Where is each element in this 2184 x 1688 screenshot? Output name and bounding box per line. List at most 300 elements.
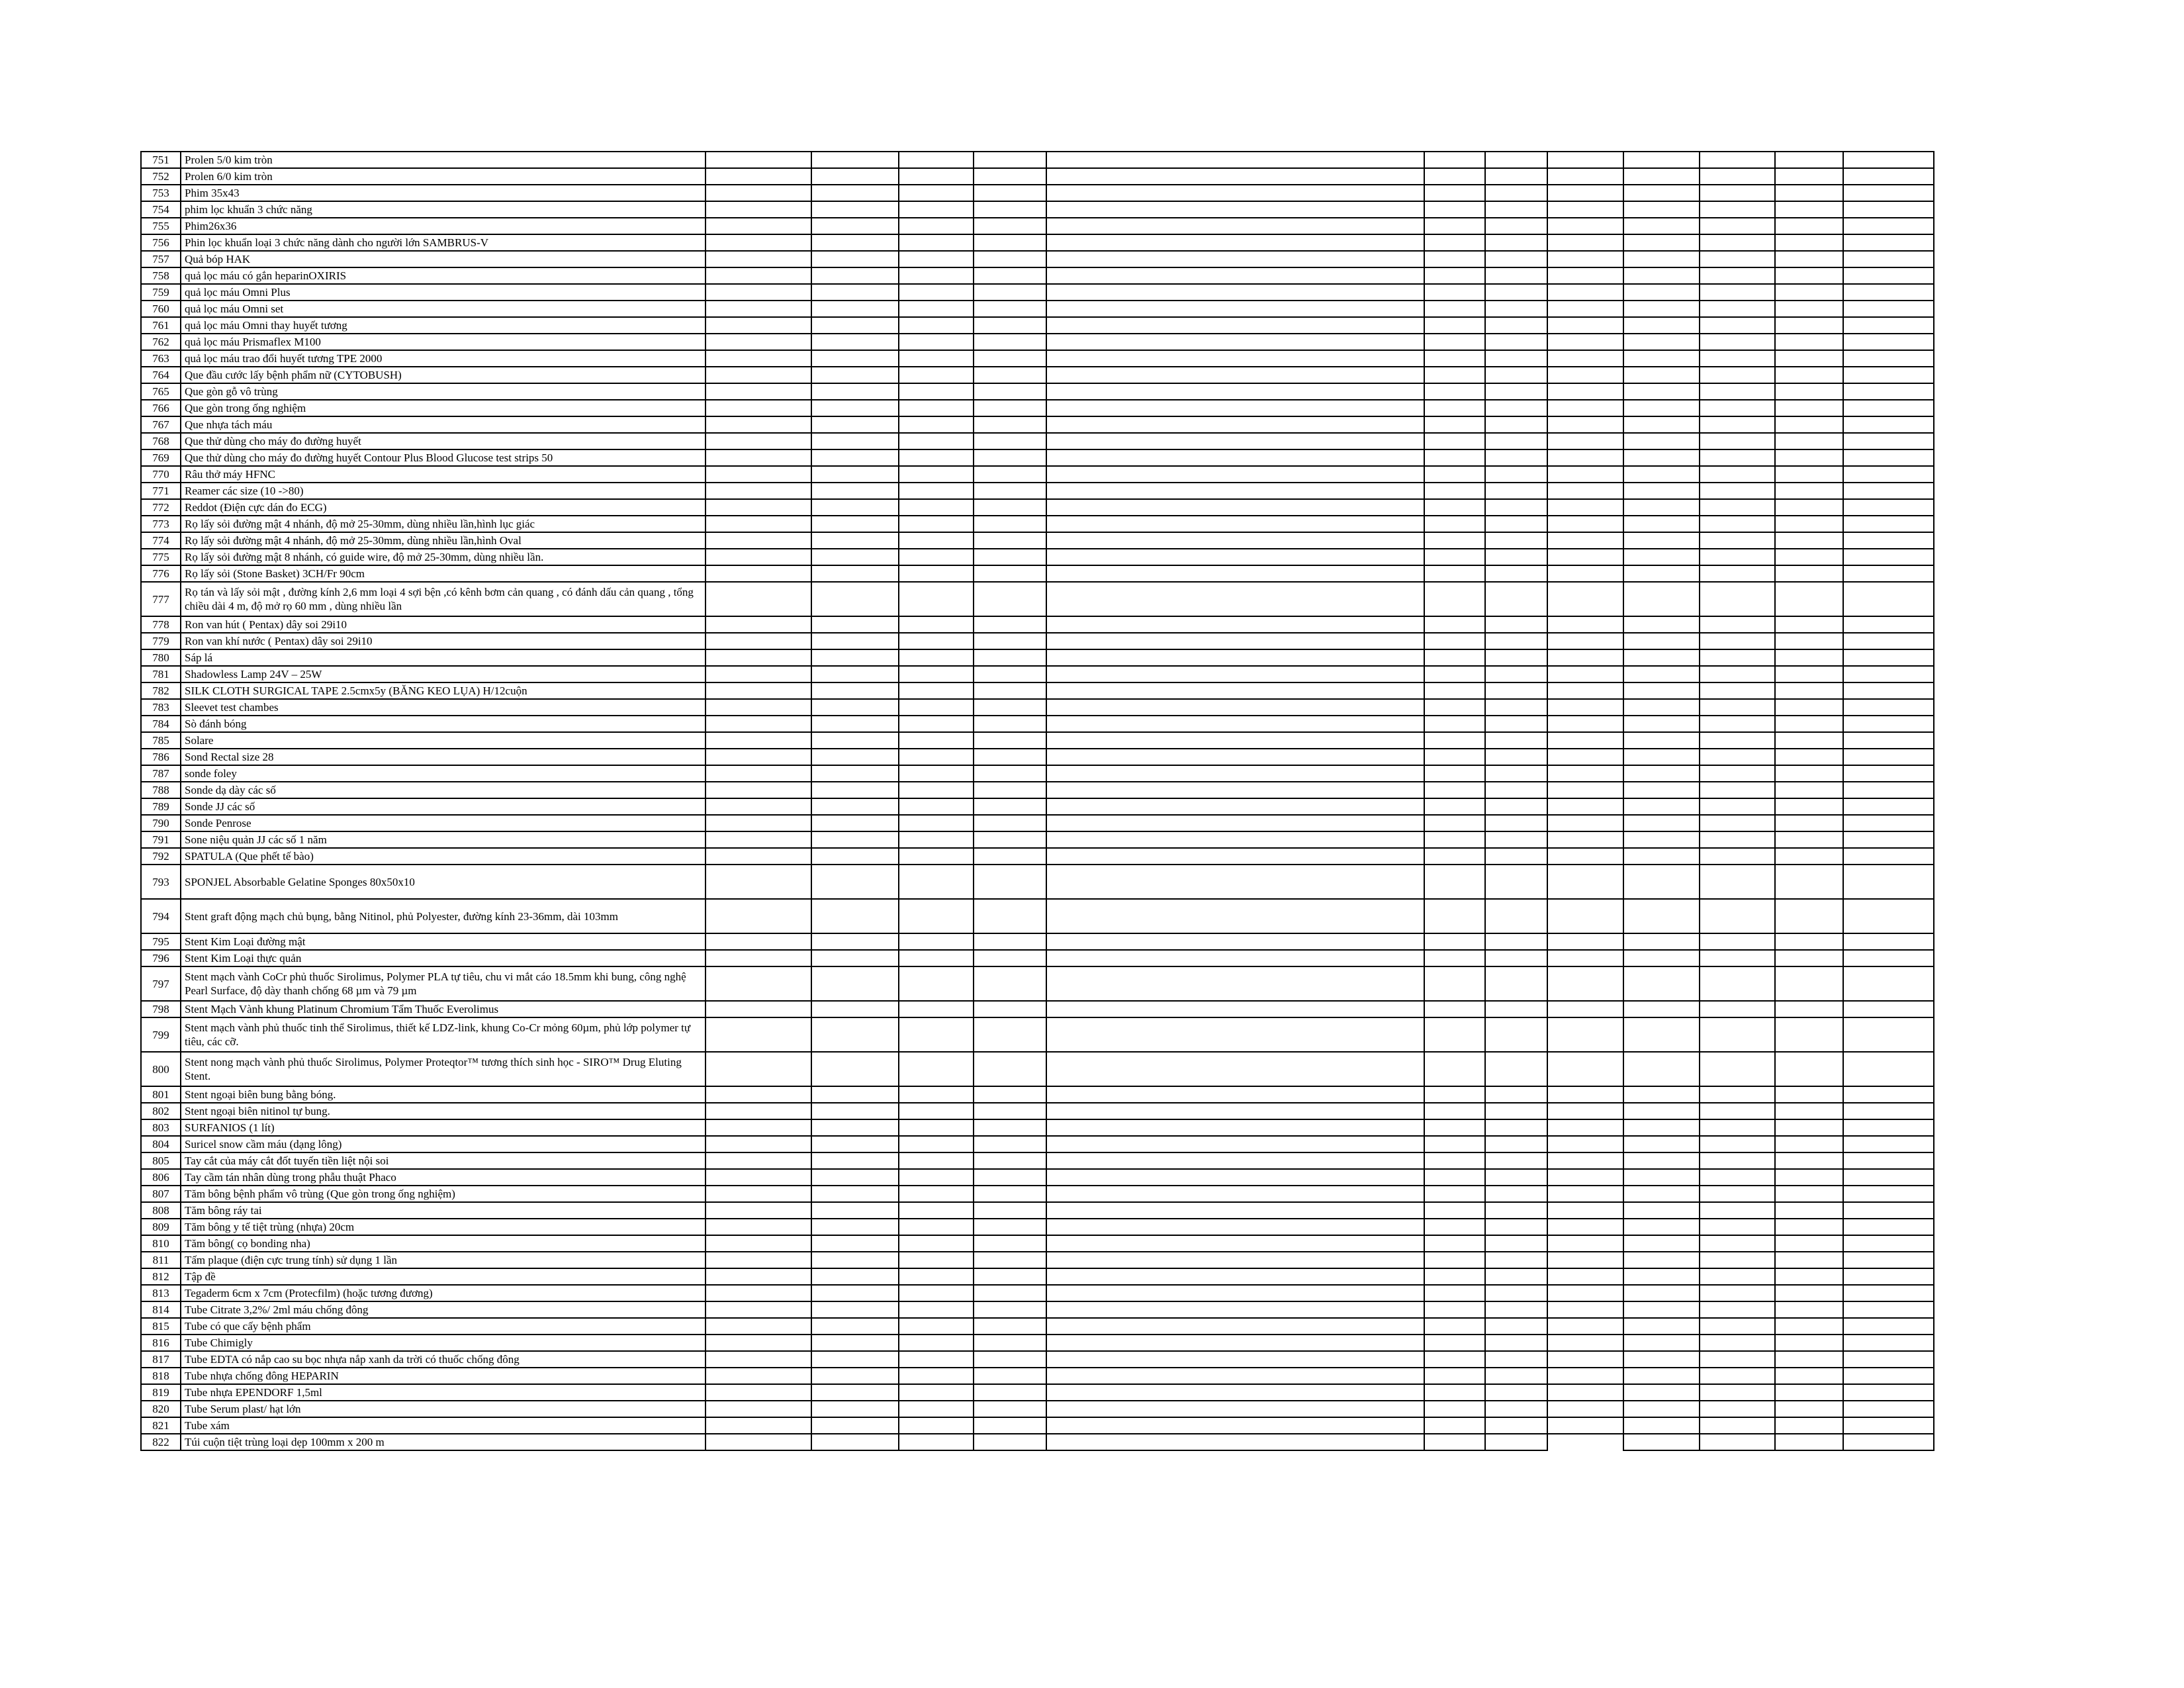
item-name: Solare	[181, 732, 705, 749]
empty-cell	[1700, 433, 1775, 449]
row-number: 812	[141, 1268, 181, 1285]
empty-cell	[1485, 367, 1547, 383]
empty-cell	[1700, 966, 1775, 1001]
empty-cell	[705, 301, 811, 317]
empty-cell	[1424, 1351, 1485, 1368]
empty-cell	[1700, 1301, 1775, 1318]
empty-cell	[1485, 1268, 1547, 1285]
empty-cell	[705, 499, 811, 516]
empty-cell	[1843, 367, 1934, 383]
item-name: Stent Kim Loại đường mật	[181, 933, 705, 950]
empty-cell	[811, 499, 899, 516]
empty-cell	[1547, 168, 1623, 185]
empty-cell	[1700, 899, 1775, 933]
empty-cell	[899, 848, 974, 865]
empty-cell	[899, 367, 974, 383]
empty-cell	[1547, 1152, 1623, 1169]
empty-cell	[811, 1301, 899, 1318]
row-number: 753	[141, 185, 181, 201]
empty-cell	[1775, 284, 1843, 301]
empty-cell	[705, 284, 811, 301]
item-name: Tube nhựa EPENDORF 1,5ml	[181, 1384, 705, 1401]
empty-cell	[1046, 549, 1424, 565]
empty-cell	[1424, 516, 1485, 532]
empty-cell	[1547, 466, 1623, 483]
empty-cell	[974, 1301, 1046, 1318]
empty-cell	[811, 1086, 899, 1103]
empty-cell	[1046, 218, 1424, 234]
empty-cell	[1775, 334, 1843, 350]
empty-cell	[1700, 499, 1775, 516]
empty-cell	[974, 1252, 1046, 1268]
table-row	[141, 516, 1934, 532]
empty-cell	[705, 1186, 811, 1202]
empty-cell	[899, 1335, 974, 1351]
empty-cell	[1775, 966, 1843, 1001]
empty-cell	[705, 350, 811, 367]
empty-cell	[1424, 218, 1485, 234]
empty-cell	[1623, 1017, 1700, 1052]
empty-cell	[1485, 865, 1547, 899]
empty-cell	[1046, 234, 1424, 251]
empty-cell	[974, 400, 1046, 416]
empty-cell	[1046, 1219, 1424, 1235]
empty-cell	[705, 1052, 811, 1086]
empty-cell	[1485, 1152, 1547, 1169]
empty-cell	[1843, 633, 1934, 649]
empty-cell	[1775, 1169, 1843, 1186]
empty-cell	[974, 716, 1046, 732]
empty-cell	[1775, 950, 1843, 966]
empty-cell	[1775, 765, 1843, 782]
empty-cell	[1623, 251, 1700, 267]
empty-cell	[974, 699, 1046, 716]
empty-cell	[1485, 633, 1547, 649]
item-name: Sone niệu quản JJ các số 1 năm	[181, 831, 705, 848]
item-name: Tube EDTA có nắp cao su bọc nhựa nắp xanh da trời có thuốc chống đông	[181, 1351, 705, 1368]
empty-cell	[1843, 798, 1934, 815]
empty-cell	[1547, 1119, 1623, 1136]
table-row	[141, 301, 1934, 317]
empty-cell	[811, 1001, 899, 1017]
empty-cell	[1046, 1268, 1424, 1285]
empty-cell	[705, 400, 811, 416]
empty-cell	[1700, 218, 1775, 234]
item-name: Prolen 6/0 kim tròn	[181, 168, 705, 185]
empty-cell	[1547, 499, 1623, 516]
empty-cell	[1700, 1169, 1775, 1186]
empty-cell	[899, 185, 974, 201]
empty-cell	[899, 1384, 974, 1401]
empty-cell	[1700, 765, 1775, 782]
empty-cell	[811, 1103, 899, 1119]
row-number: 798	[141, 1001, 181, 1017]
empty-cell	[1843, 284, 1934, 301]
empty-cell	[1046, 267, 1424, 284]
empty-cell	[974, 616, 1046, 633]
empty-cell	[811, 716, 899, 732]
table-row	[141, 782, 1934, 798]
empty-cell	[1547, 1103, 1623, 1119]
empty-cell	[899, 516, 974, 532]
empty-cell	[1843, 649, 1934, 666]
empty-cell	[1424, 831, 1485, 848]
empty-cell	[1547, 749, 1623, 765]
table-row	[141, 1417, 1934, 1434]
empty-cell	[1547, 284, 1623, 301]
empty-cell	[1700, 416, 1775, 433]
empty-cell	[1485, 815, 1547, 831]
row-number: 816	[141, 1335, 181, 1351]
empty-cell	[705, 367, 811, 383]
empty-cell	[1775, 732, 1843, 749]
empty-cell	[1485, 782, 1547, 798]
empty-cell	[1424, 732, 1485, 749]
empty-cell	[1485, 516, 1547, 532]
empty-cell	[1700, 1202, 1775, 1219]
item-name: Sleevet test chambes	[181, 699, 705, 716]
empty-cell	[1547, 798, 1623, 815]
empty-cell	[1623, 449, 1700, 466]
row-number: 801	[141, 1086, 181, 1103]
empty-cell	[705, 1119, 811, 1136]
empty-cell	[705, 466, 811, 483]
empty-cell	[705, 152, 811, 168]
empty-cell	[1843, 1186, 1934, 1202]
empty-cell	[1046, 350, 1424, 367]
row-number: 773	[141, 516, 181, 532]
empty-cell	[974, 1152, 1046, 1169]
empty-cell	[1547, 1335, 1623, 1351]
item-name: Stent mạch vành CoCr phủ thuốc Sirolimus, Polymer PLA tự tiêu, chu vi mắt cáo 18.5mm khi bung, công nghệ Pearl Surface, độ dày thanh chống 68 µm và 79 µm	[181, 966, 705, 1001]
empty-cell	[1424, 1318, 1485, 1335]
empty-cell	[1623, 185, 1700, 201]
empty-cell	[1843, 616, 1934, 633]
empty-cell	[1775, 1052, 1843, 1086]
empty-cell	[1623, 1152, 1700, 1169]
empty-cell	[1485, 416, 1547, 433]
empty-cell	[811, 267, 899, 284]
empty-cell	[1843, 334, 1934, 350]
empty-cell	[1700, 865, 1775, 899]
empty-cell	[1046, 1318, 1424, 1335]
item-name: Tăm bông( cọ bonding nha)	[181, 1235, 705, 1252]
empty-cell	[811, 1017, 899, 1052]
empty-cell	[1843, 201, 1934, 218]
empty-cell	[1775, 367, 1843, 383]
empty-cell	[899, 1318, 974, 1335]
empty-cell	[974, 168, 1046, 185]
empty-cell	[1547, 218, 1623, 234]
empty-cell	[1424, 1434, 1485, 1450]
empty-cell	[1046, 152, 1424, 168]
empty-cell	[1424, 649, 1485, 666]
empty-cell	[1623, 1268, 1700, 1285]
empty-cell	[1547, 234, 1623, 251]
empty-cell	[974, 284, 1046, 301]
empty-cell	[1424, 1268, 1485, 1285]
empty-cell	[1623, 815, 1700, 831]
empty-cell	[899, 966, 974, 1001]
empty-cell	[1485, 1219, 1547, 1235]
empty-cell	[1424, 1186, 1485, 1202]
empty-cell	[1623, 1318, 1700, 1335]
empty-cell	[899, 449, 974, 466]
table-row	[141, 367, 1934, 383]
item-name: Rọ lấy sỏi (Stone Basket) 3CH/Fr 90cm	[181, 565, 705, 582]
empty-cell	[1424, 699, 1485, 716]
item-name: Tube có que cấy bệnh phẩm	[181, 1318, 705, 1335]
empty-cell	[1547, 1368, 1623, 1384]
empty-cell	[1843, 1152, 1934, 1169]
empty-cell	[1843, 152, 1934, 168]
empty-cell	[974, 185, 1046, 201]
item-name: Ron van khí nước ( Pentax) dây soi 29i10	[181, 633, 705, 649]
empty-cell	[1424, 1169, 1485, 1186]
table-row	[141, 682, 1934, 699]
empty-cell	[705, 633, 811, 649]
empty-cell	[1843, 1086, 1934, 1103]
empty-cell	[1424, 1301, 1485, 1318]
empty-cell	[1775, 1368, 1843, 1384]
item-name: Tay cắt của máy cắt đốt tuyến tiền liệt nội soi	[181, 1152, 705, 1169]
empty-cell	[974, 1417, 1046, 1434]
empty-cell	[1046, 301, 1424, 317]
empty-cell	[705, 1434, 811, 1450]
empty-cell	[1485, 466, 1547, 483]
empty-cell	[1843, 782, 1934, 798]
item-name: Stent ngoại biên bung bằng bóng.	[181, 1086, 705, 1103]
empty-cell	[1424, 765, 1485, 782]
empty-cell	[899, 749, 974, 765]
empty-cell	[1775, 1252, 1843, 1268]
row-number: 795	[141, 933, 181, 950]
empty-cell	[1843, 1301, 1934, 1318]
empty-cell	[1700, 267, 1775, 284]
empty-cell	[1547, 1285, 1623, 1301]
item-name: Suricel snow cầm máu (dạng lông)	[181, 1136, 705, 1152]
empty-cell	[1775, 499, 1843, 516]
empty-cell	[1046, 284, 1424, 301]
empty-cell	[1046, 749, 1424, 765]
empty-cell	[1700, 1152, 1775, 1169]
empty-cell	[1700, 1384, 1775, 1401]
empty-cell	[1424, 383, 1485, 400]
row-number: 775	[141, 549, 181, 565]
empty-cell	[1843, 350, 1934, 367]
empty-cell	[899, 284, 974, 301]
empty-cell	[974, 1401, 1046, 1417]
empty-cell	[1485, 765, 1547, 782]
empty-cell	[1623, 383, 1700, 400]
empty-cell	[1700, 301, 1775, 317]
empty-cell	[1623, 848, 1700, 865]
empty-cell	[705, 1017, 811, 1052]
empty-cell	[899, 765, 974, 782]
table-row	[141, 549, 1934, 565]
empty-cell	[1700, 798, 1775, 815]
empty-cell	[1775, 848, 1843, 865]
empty-cell	[811, 1136, 899, 1152]
empty-cell	[974, 350, 1046, 367]
empty-cell	[1843, 1417, 1934, 1434]
empty-cell	[1700, 1335, 1775, 1351]
empty-cell	[1485, 152, 1547, 168]
empty-cell	[899, 1219, 974, 1235]
item-name: Râu thở máy HFNC	[181, 466, 705, 483]
empty-cell	[1424, 1417, 1485, 1434]
empty-cell	[1623, 499, 1700, 516]
item-name: Stent nong mạch vành phủ thuốc Sirolimus, Polymer Proteqtor™ tương thích sinh học - SIRO™ Drug Eluting Stent.	[181, 1052, 705, 1086]
empty-cell	[811, 1285, 899, 1301]
empty-cell	[705, 185, 811, 201]
empty-cell	[974, 483, 1046, 499]
empty-cell	[1547, 334, 1623, 350]
empty-cell	[1775, 1335, 1843, 1351]
empty-cell	[1843, 400, 1934, 416]
empty-cell	[1700, 848, 1775, 865]
empty-cell	[1623, 1368, 1700, 1384]
empty-cell	[974, 416, 1046, 433]
table-row	[141, 633, 1934, 649]
row-number: 770	[141, 466, 181, 483]
empty-cell	[1046, 831, 1424, 848]
empty-cell	[705, 815, 811, 831]
empty-cell	[1424, 1368, 1485, 1384]
item-name: Que gòn gỗ vô trùng	[181, 383, 705, 400]
empty-cell	[705, 1202, 811, 1219]
row-number: 779	[141, 633, 181, 649]
empty-cell	[1046, 516, 1424, 532]
row-number: 811	[141, 1252, 181, 1268]
empty-cell	[1424, 449, 1485, 466]
empty-cell	[1046, 1417, 1424, 1434]
empty-cell	[705, 1219, 811, 1235]
empty-cell	[705, 732, 811, 749]
empty-cell	[1485, 1017, 1547, 1052]
empty-cell	[1547, 301, 1623, 317]
empty-cell	[1775, 350, 1843, 367]
empty-cell	[974, 633, 1046, 649]
empty-cell	[1046, 532, 1424, 549]
empty-cell	[899, 1368, 974, 1384]
row-number: 776	[141, 565, 181, 582]
item-name: Sonde Penrose	[181, 815, 705, 831]
empty-cell	[705, 682, 811, 699]
empty-cell	[974, 1086, 1046, 1103]
empty-cell	[811, 301, 899, 317]
empty-cell	[1843, 549, 1934, 565]
item-name: SILK CLOTH SURGICAL TAPE 2.5cmx5y (BĂNG KEO LỤA) H/12cuộn	[181, 682, 705, 699]
empty-cell	[1046, 1136, 1424, 1152]
empty-cell	[1775, 699, 1843, 716]
empty-cell	[1775, 532, 1843, 549]
empty-cell	[899, 549, 974, 565]
empty-cell	[974, 1335, 1046, 1351]
empty-cell	[1623, 765, 1700, 782]
empty-cell	[1046, 416, 1424, 433]
item-name: Sò đánh bóng	[181, 716, 705, 732]
empty-cell	[1843, 848, 1934, 865]
table-row	[141, 234, 1934, 251]
empty-cell	[705, 1335, 811, 1351]
empty-cell	[974, 1384, 1046, 1401]
table-row	[141, 798, 1934, 815]
table-row	[141, 1401, 1934, 1417]
empty-cell	[899, 499, 974, 516]
empty-cell	[705, 899, 811, 933]
empty-cell	[899, 400, 974, 416]
empty-cell	[811, 966, 899, 1001]
row-number: 754	[141, 201, 181, 218]
empty-cell	[811, 749, 899, 765]
empty-cell	[1775, 1152, 1843, 1169]
empty-cell	[1843, 716, 1934, 732]
empty-cell	[1775, 267, 1843, 284]
empty-cell	[1485, 1417, 1547, 1434]
empty-cell	[1623, 549, 1700, 565]
empty-cell	[1046, 1052, 1424, 1086]
empty-cell	[1623, 168, 1700, 185]
empty-cell	[1046, 798, 1424, 815]
empty-cell	[1485, 1235, 1547, 1252]
empty-cell	[899, 1017, 974, 1052]
empty-cell	[899, 1186, 974, 1202]
empty-cell	[1547, 1136, 1623, 1152]
empty-cell	[974, 682, 1046, 699]
empty-cell	[899, 201, 974, 218]
row-number: 799	[141, 1017, 181, 1052]
table-row	[141, 400, 1934, 416]
empty-cell	[1623, 334, 1700, 350]
empty-cell	[1623, 649, 1700, 666]
row-number: 766	[141, 400, 181, 416]
empty-cell	[974, 1434, 1046, 1450]
row-number: 820	[141, 1401, 181, 1417]
item-name: Tăm bông bệnh phẩm vô trùng (Que gòn trong ống nghiệm)	[181, 1186, 705, 1202]
empty-cell	[1485, 499, 1547, 516]
empty-cell	[1843, 933, 1934, 950]
empty-cell	[1547, 1052, 1623, 1086]
item-name: Reddot (Điện cực dán đo ECG)	[181, 499, 705, 516]
empty-cell	[1547, 185, 1623, 201]
empty-cell	[1775, 234, 1843, 251]
empty-cell	[811, 732, 899, 749]
empty-cell	[1623, 633, 1700, 649]
table-row	[141, 1001, 1934, 1017]
empty-cell	[1485, 933, 1547, 950]
empty-cell	[1700, 1268, 1775, 1285]
table-row	[141, 350, 1934, 367]
empty-cell	[1775, 1119, 1843, 1136]
empty-cell	[1046, 317, 1424, 334]
empty-cell	[974, 899, 1046, 933]
empty-cell	[1843, 1235, 1934, 1252]
empty-cell	[1485, 1052, 1547, 1086]
row-number: 810	[141, 1235, 181, 1252]
empty-cell	[1485, 1318, 1547, 1335]
row-number: 822	[141, 1434, 181, 1450]
table-row	[141, 284, 1934, 301]
empty-cell	[1547, 633, 1623, 649]
empty-cell	[899, 1235, 974, 1252]
empty-cell	[1424, 798, 1485, 815]
table-row	[141, 499, 1934, 516]
empty-cell	[1046, 765, 1424, 782]
empty-cell	[811, 649, 899, 666]
empty-cell	[1843, 899, 1934, 933]
empty-cell	[1623, 1384, 1700, 1401]
